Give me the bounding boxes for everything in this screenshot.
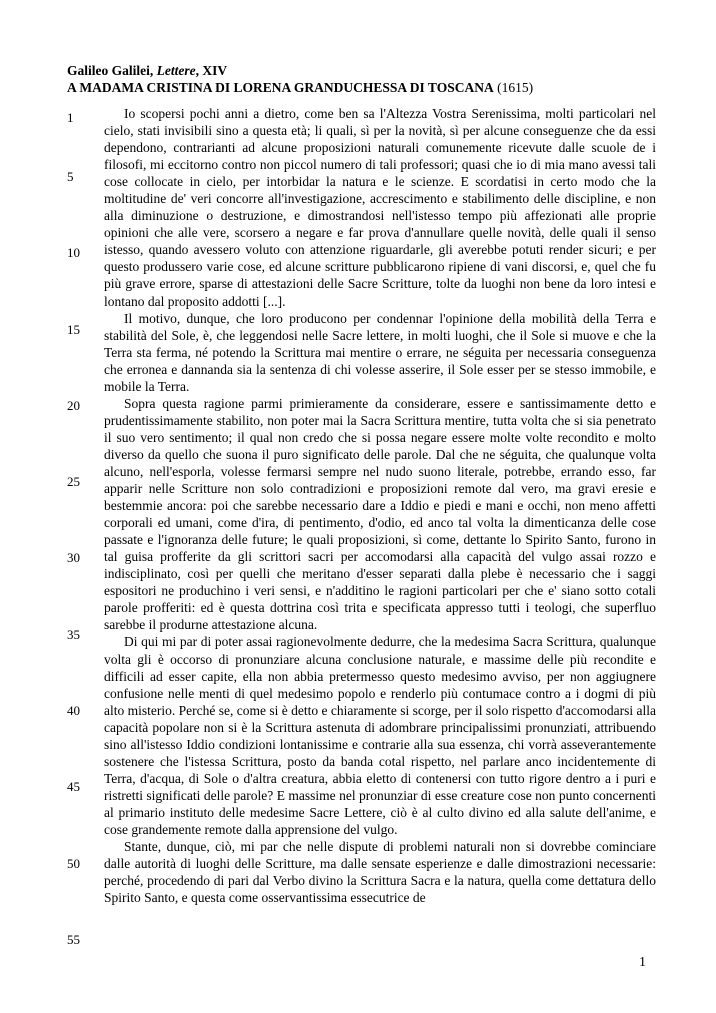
paragraph: Di qui mi par di poter assai ragionevolmente dedurre, che la medesima Sacra Scrittura, qualunque volta gli è occorso di pronunziare alcuna conclusione naturale, e massime delle più recondite e difficili ad esser capite, ella non abbia pretermesso questo medesimo avviso, per non aggiugnere confusione nelle menti di quel medesimo popolo e renderlo più contumace contro a i dogmi di più alto misterio. Perché se, come si è detto e chiaramente si scorge, per il solo rispetto d'accomodarsi alla capacità popolare non si è la Scrittura astenuta di adombrare principalissimi pronunziati, attribuendo sino all'istesso Iddio condizioni lontanissime e contrarie alla sua essenza, chi vorrà asseverantemente sostenere che l'istessa Scrittura, posto da banda cotal rispetto, nel parlare anco incidentemente di Terra, d'acqua, di Sole o d'altra creatura, abbia eletto di contenersi con tutto rigore dentro a i puri e ristretti significati delle parole? E massime nel pronunziar di esse creature cose non punto concernenti al primario instituto delle medesime Sacre Lettere, ciò è al culto divino ed alla salute dell'anime, e cose grandemente remote dalla apprensione del vulgo.	[104, 634, 656, 837]
letter-year: (1615)	[493, 80, 534, 95]
letter-body	[104, 105, 656, 906]
line-number: 55	[67, 932, 80, 947]
letter-title: A MADAMA CRISTINA DI LORENA GRANDUCHESSA DI TOSCANA	[67, 80, 494, 95]
work-title: Lettere	[156, 63, 196, 78]
letter-number: , XIV	[195, 63, 228, 78]
document-header	[67, 62, 667, 96]
line-number: 25	[67, 474, 80, 489]
paragraph: Il motivo, dunque, che loro producono per condennar l'opinione della mobilità della Terra e stabilità del Sole, è, che leggendosi nelle Sacre lettere, in molti luoghi, che il Sole si muove e che la Terra sta ferma, né potendo la Scrittura mai mentire o errare, ne séguita per necessaria conseguenza che erronea e dannanda sia la sentenza di chi volesse asserire, il Sole esser per se stesso immobile, e mobile la Terra.	[104, 310, 656, 394]
line-number: 1	[67, 110, 74, 125]
line-number: 5	[67, 169, 74, 184]
line-number: 15	[67, 322, 80, 337]
author-name: Galileo Galilei,	[67, 63, 157, 78]
line-number: 40	[67, 703, 80, 718]
line-number: 10	[67, 245, 80, 260]
line-number: 45	[67, 779, 80, 794]
paragraph: Stante, dunque, ciò, mi par che nelle dispute di problemi naturali non si dovrebbe cominciare dalle autorità di luoghi delle Scritture, ma dalle sensate esperienze e dalle dimostrazioni necessarie: perché, procedendo di pari dal Verbo divino la Scrittura Sacra e la natura, quella come dettatura dello Spirito Santo, e questa come osservantissima essecutrice de	[104, 839, 656, 906]
author-line	[67, 62, 667, 79]
line-number: 30	[67, 550, 80, 565]
line-number: 50	[67, 856, 80, 871]
line-number: 35	[67, 627, 80, 642]
line-number: 20	[67, 398, 80, 413]
paragraph: Io scopersi pochi anni a dietro, come ben sa l'Altezza Vostra Serenissima, molti particolari nel cielo, stati invisibili sino a questa età; li quali, sì per la novità, sì per alcune conseguenze che da essi dependono, contrarianti ad alcune proposizioni naturali comunemente ricevute dalle scuole de i filosofi, mi eccitorno contro non piccol numero di tali professori; quasi che io di mia mano avessi tali cose collocate in cielo, per intorbidar la natura e le scienze. E scordatisi in certo modo che la moltitudine de' veri concorre all'investigazione, accrescimento e stabilimento delle discipline, e non alla diminuzione o destruzione, e dimostrandosi nell'istesso tempo più affezionati alle proprie opinioni che alle vere, scorsero a negare e far prova d'annullare quelle novità, delle quali il senso istesso, quando avessero voluto con attenzione riguardarle, gli averebbe potuti render sicuri; e per questo produssero varie cose, ed alcune scritture pubblicarono ripiene di vani discorsi, e, quel che fu più grave errore, sparse di attestazioni delle Sacre Scritture, tolte da luoghi non bene da loro intesi e lontano dal proposito addotti [...].	[104, 106, 656, 309]
letter-title-line	[67, 79, 667, 96]
paragraph: Sopra questa ragione parmi primieramente da considerare, essere e santissimamente detto e prudentissimamente stabilito, non poter mai la Sacra Scrittura mentire, tutta volta che si sia penetrato il suo vero sentimento; il qual non credo che si possa negare essere molte volte recondito e molto diverso da quello che suona il puro significato delle parole. Dal che ne séguita, che qualunque volta alcuno, nell'esporla, volesse fermarsi sempre nel nudo suono literale, potrebbe, errando esso, far apparir nelle Scritture non solo contradizioni e proposizioni remote dal vero, ma gravi eresie e bestemmie ancora: poi che sarebbe necessario dare a Iddio e piedi e mani e occhi, non meno affetti corporali ed umani, come d'ira, di pentimento, d'odio, ed anco tal volta la dimenticanza delle cose passate e l'ignoranza delle future; le quali proposizioni, sì come, dettante lo Spirito Santo, furono in tal guisa profferite da gli scrittori sacri per accomodarsi alla capacità del vulgo assai rozzo e indisciplinato, così per quelli che meritano d'esser separati dalla plebe è necessario che i saggi espositori ne produchino i veri sensi, e n'additino le ragioni particolari per che e' siano sotto cotali parole profferiti: ed è questa dottrina così trita e specificata appresso tutti i teologi, che superfluo sarebbe il produrne attestazione alcuna.	[104, 395, 656, 633]
page-number: 1	[639, 955, 646, 970]
